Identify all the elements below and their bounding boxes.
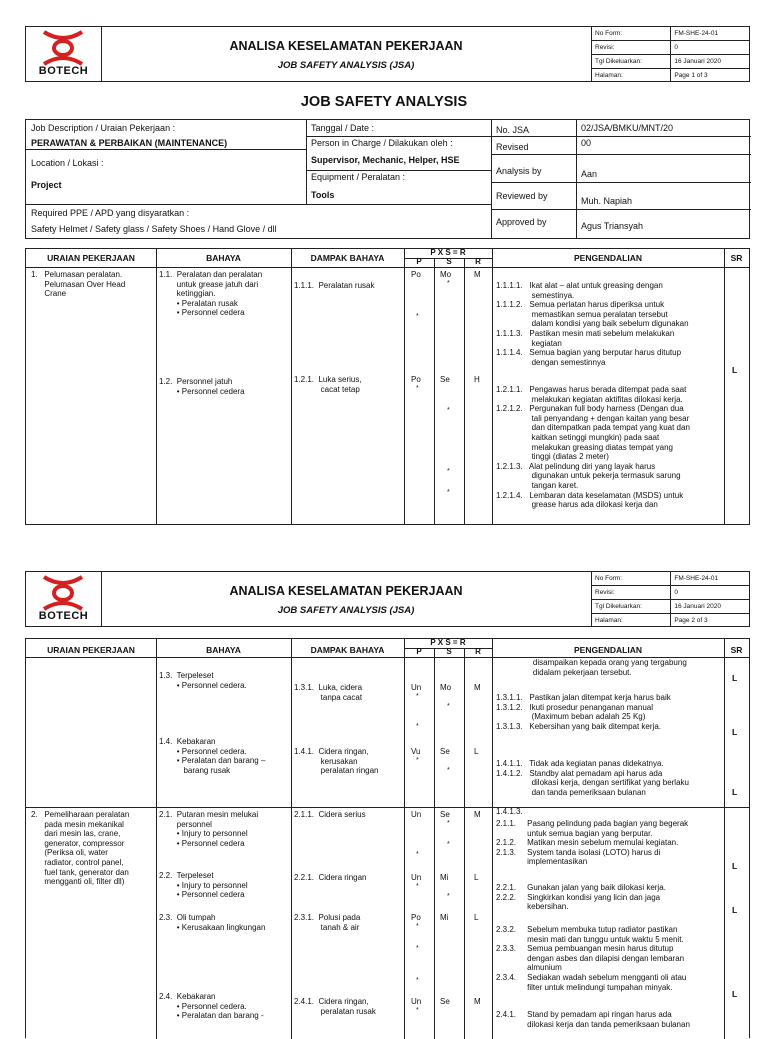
sr-value: L: [732, 905, 738, 915]
col-pengendalian: PENGENDALIAN: [573, 645, 642, 655]
meta-label: Revisi:: [592, 586, 671, 600]
pengendalian-cell: 2.2.1. Gunakan jalan yang baik dilokasi kerja. 2.2.2. Singkirkan kondisi yang licin dan jaga kebersihan.: [496, 883, 666, 912]
job-desc-value: PERAWATAN & PERBAIKAN (MAINTENANCE): [31, 138, 228, 148]
s-value: Mi: [440, 913, 449, 922]
jsa-table-page2: URAIAN PEKERJAAN BAHAYA DAMPAK BAHAYA P X S = R P S R PENGENDALIAN SR disampaikan kepada orang yang tergabung didalam pekerjaan tersebut. 1.3. Terpeleset • Personnel cedera. 1.3.1. Luka, cidera tanpa cacat Un Mo M * * * 1.3.1.1. Pastikan jalan ditempat kerja harus baik 1.3.1.2. Ikuti prosedur penanganan manual (Maximum beban adalah 25 Kg) 1.3.1.3. Kebersihan yang baik ditempat kerja. L L 1.4. Kebakaran • Personnel cedera. • Peralatan dan barang – barang rusak 1.4.1. Cidera ringan, kerusakan peralatan ringan Vu Se L * * 1.4.1.1. Tidak ada kegiatan panas didekatnya. 1.4.1.2. Standby alat pemadam api harus ada dilokasi kerja, dengan sertifikat yang berlaku dan tanda pemeriksaan bulanan 1.4.1.3. L 2. Pemeliharaan peralatan pada mesin mekanikal dari mesin las, crane, generator, compressor (Periksa oli, water radiator, control panel, fuel tank, generator dan mengganti oli, filter dll) 2.1. Putaran mesin melukai personnel • Injury to personnel • Personnel cedera 2.1.1. Cidera serius Un Se M * * * 2.1.1. Pasang pelindung pada bagian yang begerak untuk semua bagian yang berputar. 2.1.2. Matikan mesin sebelum memulai kegiatan. 2.1.3. System tanda isolasi (LOTO) harus di implementasikan L 2.2. Terpeleset • Injury to personnel • Personnel cedera 2.2.1. Cidera ringan Un Mi L * * 2.2.1. Gunakan jalan yang baik dilokasi kerja. 2.2.2. Singkirkan kondisi yang licin dan jaga kebersihan. L 2.3. Oli tumpah • Kerusakaan lingkungan 2.3.1. Polusi pada tanah & air Po Mi L * * * 2.3.2. Sebelum membuka tutup radiator pastikan mesin mati dan tunggu untuk waktu 5 menit. 2.3.3. Semua pembuangan mesin harus ditutup dengan asbes dan dilapisi dengan lembaran almunium 2.3.4. Sediakan wadah sebelum mengganti oli atau filter untuk melindungi tumpahan minyak. L 2.4. Kebakaran • Personnel cedera. • Peralatan dan barang - 2.4.1. Cidera ringan, peralatan rusak Un Se M * 2.4.1. Stand by pemadam api ringan harus ada dilokasi kerja dan tanda pemeriksaan bulanan: [25, 638, 750, 1038]
col-p: P: [416, 647, 422, 656]
col-uraian: URAIAN PEKERJAAN: [47, 253, 135, 263]
form-subtitle: JOB SAFETY ANALYSIS (JSA): [277, 605, 415, 616]
dampak-cell: 2.2.1. Cidera ringan: [294, 873, 367, 882]
col-bahaya: BAHAYA: [206, 253, 241, 263]
pengendalian-cell: 1.3.1.1. Pastikan jalan ditempat kerja harus baik 1.3.1.2. Ikuti prosedur penanganan manual (Maximum beban adalah 25 Kg) 1.3.1.3. Kebersihan yang baik ditempat kerja.: [496, 693, 671, 731]
dampak-cell: 2.4.1. Cidera ringan, peralatan rusak: [294, 997, 376, 1016]
col-bahaya: BAHAYA: [206, 645, 241, 655]
meta-value: 0: [671, 41, 749, 55]
botech-logo-icon: [40, 575, 86, 611]
meta-label: Halaman:: [592, 69, 671, 83]
info-block: [25, 119, 750, 239]
jsa-table-page1: URAIAN PEKERJAAN BAHAYA DAMPAK BAHAYA P X S = R P S R PENGENDALIAN SR 1. Pelumasan peralatan. Pelumasan Over Head Crane 1.1. Peralatan dan peralatan untuk grease jatuh dari ketinggian. • Peralatan rusak • Personnel cedera 1.1.1. Peralatan rusak Po Mo M * * 1.1.1.1. Ikat alat – alat untuk greasing dengan semestinya. 1.1.1.2. Semua perlatan harus diperiksa untuk memastikan semua peralatan tersebut dalam kondisi yang baik sebelum digunakan 1.1.1.3. Pastikan mesin mati sebelum melakukan kegiatan 1.1.1.4. Semua bagian yang berputar harus ditutup dengan semestinnya 1.2. Personnel jatuh • Personnel cedera 1.2.1. Luka serius, cacat tetap Po Se H * * * * 1.2.1.1. Pengawas harus berada ditempat pada saat melakukan kegiatan aktifitas dilokasi kerja. 1.2.1.2. Pergunakan full body harness (Dengan dua tali penyandang + dengan kaitan yang besar dan ditempatkan pada tempat yang kuat dan kaitkan setinggi mungkin) pada saat melakukan greasing diatas tempat yang tinggi (diatas 2 meter) 1.2.1.3. Alat pelindung diri yang layak harus digunakan untuk pekerja termasuk sarung tangan karet. 1.2.1.4. Lembaran data keselamatan (MSDS) untuk grease harus ada dilokasi kerja dan L: [25, 248, 750, 525]
brand-name: BOTECH: [38, 610, 89, 622]
r-value: M: [474, 997, 481, 1006]
approved-label: Approved by: [496, 217, 547, 227]
s-value: Se: [440, 997, 450, 1006]
r-value: H: [474, 375, 480, 384]
meta-label: Tgl Dikeluarkan:: [592, 55, 671, 69]
bahaya-cell: 2.4. Kebakaran • Personnel cedera. • Peralatan dan barang -: [159, 992, 264, 1021]
meta-value: 16 Januari 2020: [671, 600, 749, 614]
col-sr: SR: [730, 645, 743, 655]
meta-label: No Form:: [592, 572, 671, 586]
form-header: [25, 26, 750, 82]
meta-label: Halaman:: [592, 614, 671, 628]
p-value: Po: [411, 270, 421, 279]
bahaya-cell: 1.4. Kebakaran • Personnel cedera. • Peralatan dan barang – barang rusak: [159, 737, 266, 775]
form-meta-table: [591, 572, 749, 627]
form-subtitle: JOB SAFETY ANALYSIS (JSA): [277, 60, 415, 71]
col-s: S: [446, 257, 452, 266]
p-value: Vu: [411, 747, 421, 756]
meta-value: FM-SHE-24-01: [671, 572, 749, 586]
reviewed-value: Muh. Napiah: [581, 196, 633, 206]
sr-value: L: [732, 673, 738, 683]
r-value: L: [474, 913, 479, 922]
revised-label: Revised: [496, 142, 529, 152]
uraian-cell: 2. Pemeliharaan peralatan pada mesin mekanikal dari mesin las, crane, generator, compressor (Periksa oli, water radiator, control panel, fuel tank, generator dan mengganti oli, filter dll): [31, 810, 130, 887]
uraian-cell: 1. Pelumasan peralatan. Pelumasan Over Head Crane: [31, 270, 126, 299]
s-value: Se: [440, 810, 450, 819]
no-jsa-label: No. JSA: [496, 125, 530, 135]
sr-value: L: [732, 787, 738, 797]
col-dampak: DAMPAK BAHAYA: [310, 645, 385, 655]
pengendalian-cell: 2.4.1. Stand by pemadam api ringan harus ada dilokasi kerja dan tanda pemeriksaan bulanan: [496, 1010, 690, 1029]
meta-label: No Form:: [592, 27, 671, 41]
dampak-cell: 2.1.1. Cidera serius: [294, 810, 366, 819]
r-value: M: [474, 270, 481, 279]
bahaya-cell: 1.1. Peralatan dan peralatan untuk grease jatuh dari ketinggian. • Peralatan rusak • Personnel cedera: [159, 270, 263, 318]
meta-value: Page 2 of 3: [671, 614, 749, 628]
pengendalian-cell: 2.1.1. Pasang pelindung pada bagian yang begerak untuk semua bagian yang berputar. 2.1.2. Matikan mesin sebelum memulai kegiatan. 2.1.3. System tanda isolasi (LOTO) harus di implementasikan: [496, 819, 689, 867]
equipment-value: Tools: [311, 190, 335, 200]
col-uraian: URAIAN PEKERJAAN: [47, 645, 135, 655]
pengendalian-cell: 1.2.1.1. Pengawas harus berada ditempat pada saat melakukan kegiatan aktifitas dilokasi kerja. 1.2.1.2. Pergunakan full body harness (Dengan dua tali penyandang + dengan kaitan yang besar dan ditempatkan pada tempat yang kuat dan kaitkan setinggi mungkin) pada saat melakukan greasing diatas tempat yang tinggi (diatas 2 meter) 1.2.1.3. Alat pelindung diri yang layak harus digunakan untuk pekerja termasuk sarung tangan karet. 1.2.1.4. Lembaran data keselamatan (MSDS) untuk grease harus ada dilokasi kerja dan: [496, 385, 690, 510]
p-value: Un: [411, 683, 422, 692]
p-value: Un: [411, 810, 422, 819]
p-value: Un: [411, 997, 422, 1006]
col-s: S: [446, 647, 452, 656]
sr-value: L: [732, 365, 738, 375]
bahaya-cell: 2.3. Oli tumpah • Kerusakaan lingkungan: [159, 913, 266, 932]
bahaya-cell: 1.2. Personnel jatuh • Personnel cedera: [159, 377, 245, 396]
form-title: ANALISA KESELAMATAN PEKERJAAN: [229, 39, 463, 53]
p-value: Un: [411, 873, 422, 882]
sr-value: L: [732, 727, 738, 737]
bahaya-cell: 2.1. Putaran mesin melukai personnel • Injury to personnel • Personnel cedera: [159, 810, 259, 848]
revised-value: 00: [581, 138, 592, 148]
r-value: M: [474, 810, 481, 819]
r-value: L: [474, 873, 479, 882]
analysis-label: Analysis by: [496, 166, 542, 176]
p-value: Po: [411, 375, 421, 384]
job-desc-label: Job Description / Uraian Pekerjaan :: [31, 123, 176, 133]
col-r: R: [475, 647, 481, 656]
r-value: L: [474, 747, 479, 756]
dampak-cell: 1.3.1. Luka, cidera tanpa cacat: [294, 683, 363, 702]
bahaya-cell: 1.3. Terpeleset • Personnel cedera.: [159, 671, 247, 690]
meta-value: Page 1 of 3: [671, 69, 749, 83]
dampak-cell: 2.3.1. Polusi pada tanah & air: [294, 913, 361, 932]
col-sr: SR: [730, 253, 743, 263]
location-value: Project: [31, 180, 62, 190]
logo: [26, 572, 102, 626]
meta-value: FM-SHE-24-01: [671, 27, 749, 41]
pic-label: Person in Charge / Dilakukan oleh :: [311, 138, 453, 148]
dampak-cell: 1.4.1. Cidera ringan, kerusakan peralatan ringan: [294, 747, 379, 776]
meta-label: Tgl Dikeluarkan:: [592, 600, 671, 614]
col-r: R: [475, 257, 481, 266]
reviewed-label: Reviewed by: [496, 191, 548, 201]
meta-value: 0: [671, 586, 749, 600]
form-header: [25, 571, 750, 627]
dampak-cell: 1.1.1. Peralatan rusak: [294, 281, 375, 290]
s-value: Se: [440, 747, 450, 756]
bahaya-cell: 2.2. Terpeleset • Injury to personnel • Personnel cedera: [159, 871, 248, 900]
ppe-label: Required PPE / APD yang disyaratkan :: [31, 208, 190, 218]
sr-value: L: [732, 989, 738, 999]
col-pxs: P X S = R: [430, 248, 466, 257]
pic-value: Supervisor, Mechanic, Helper, HSE: [311, 155, 460, 165]
s-value: Mo: [440, 270, 452, 279]
pengendalian-cell: 1.1.1.1. Ikat alat – alat untuk greasing dengan semestinya. 1.1.1.2. Semua perlatan harus diperiksa untuk memastikan semua peralatan tersebut dalam kondisi yang baik sebelum digunakan 1.1.1.3. Pastikan mesin mati sebelum melakukan kegiatan 1.1.1.4. Semua bagian yang berputar harus ditutup dengan semestinnya: [496, 281, 689, 367]
s-value: Se: [440, 375, 450, 384]
r-value: M: [474, 683, 481, 692]
col-p: P: [416, 257, 422, 266]
approved-value: Agus Triansyah: [581, 221, 644, 231]
date-label: Tanggal / Date :: [311, 123, 375, 133]
no-jsa-value: 02/JSA/BMKU/MNT/20: [581, 123, 674, 133]
botech-logo-icon: [40, 30, 86, 66]
meta-value: 16 Januari 2020: [671, 55, 749, 69]
p-value: Po: [411, 913, 421, 922]
meta-label: Revisi:: [592, 41, 671, 55]
col-dampak: DAMPAK BAHAYA: [310, 253, 385, 263]
location-label: Location / Lokasi :: [31, 158, 104, 168]
ppe-value: Safety Helmet / Safety glass / Safety Shoes / Hand Glove / dll: [31, 224, 277, 234]
col-pengendalian: PENGENDALIAN: [573, 253, 642, 263]
equipment-label: Equipment / Peralatan :: [311, 172, 406, 182]
sr-value: L: [732, 861, 738, 871]
pengendalian-cell: 1.4.1.1. Tidak ada kegiatan panas didekatnya. 1.4.1.2. Standby alat pemadam api harus ada dilokasi kerja, dengan sertifikat yang berlaku dan tanda pemeriksaan bulanan 1.4.1.3.: [496, 759, 689, 816]
dampak-cell: 1.2.1. Luka serius, cacat tetap: [294, 375, 362, 394]
form-title: ANALISA KESELAMATAN PEKERJAAN: [229, 584, 463, 598]
brand-name: BOTECH: [38, 65, 89, 77]
logo: [26, 27, 102, 81]
s-value: Mi: [440, 873, 449, 882]
page-title: JOB SAFETY ANALYSIS: [300, 94, 468, 110]
s-value: Mo: [440, 683, 452, 692]
pengendalian-cell: disampaikan kepada orang yang tergabung didalam pekerjaan tersebut.: [532, 658, 687, 677]
analysis-value: Aan: [581, 169, 598, 179]
pengendalian-cell: 2.3.2. Sebelum membuka tutup radiator pastikan mesin mati dan tunggu untuk waktu 5 menit. 2.3.3. Semua pembuangan mesin harus ditutup dengan asbes dan dilapisi dengan lembaran almunium 2.3.4. Sediakan wadah sebelum mengganti oli atau filter untuk melindungi tumpahan minyak.: [496, 925, 687, 992]
col-pxs: P X S = R: [430, 638, 466, 647]
form-meta-table: [591, 27, 749, 82]
